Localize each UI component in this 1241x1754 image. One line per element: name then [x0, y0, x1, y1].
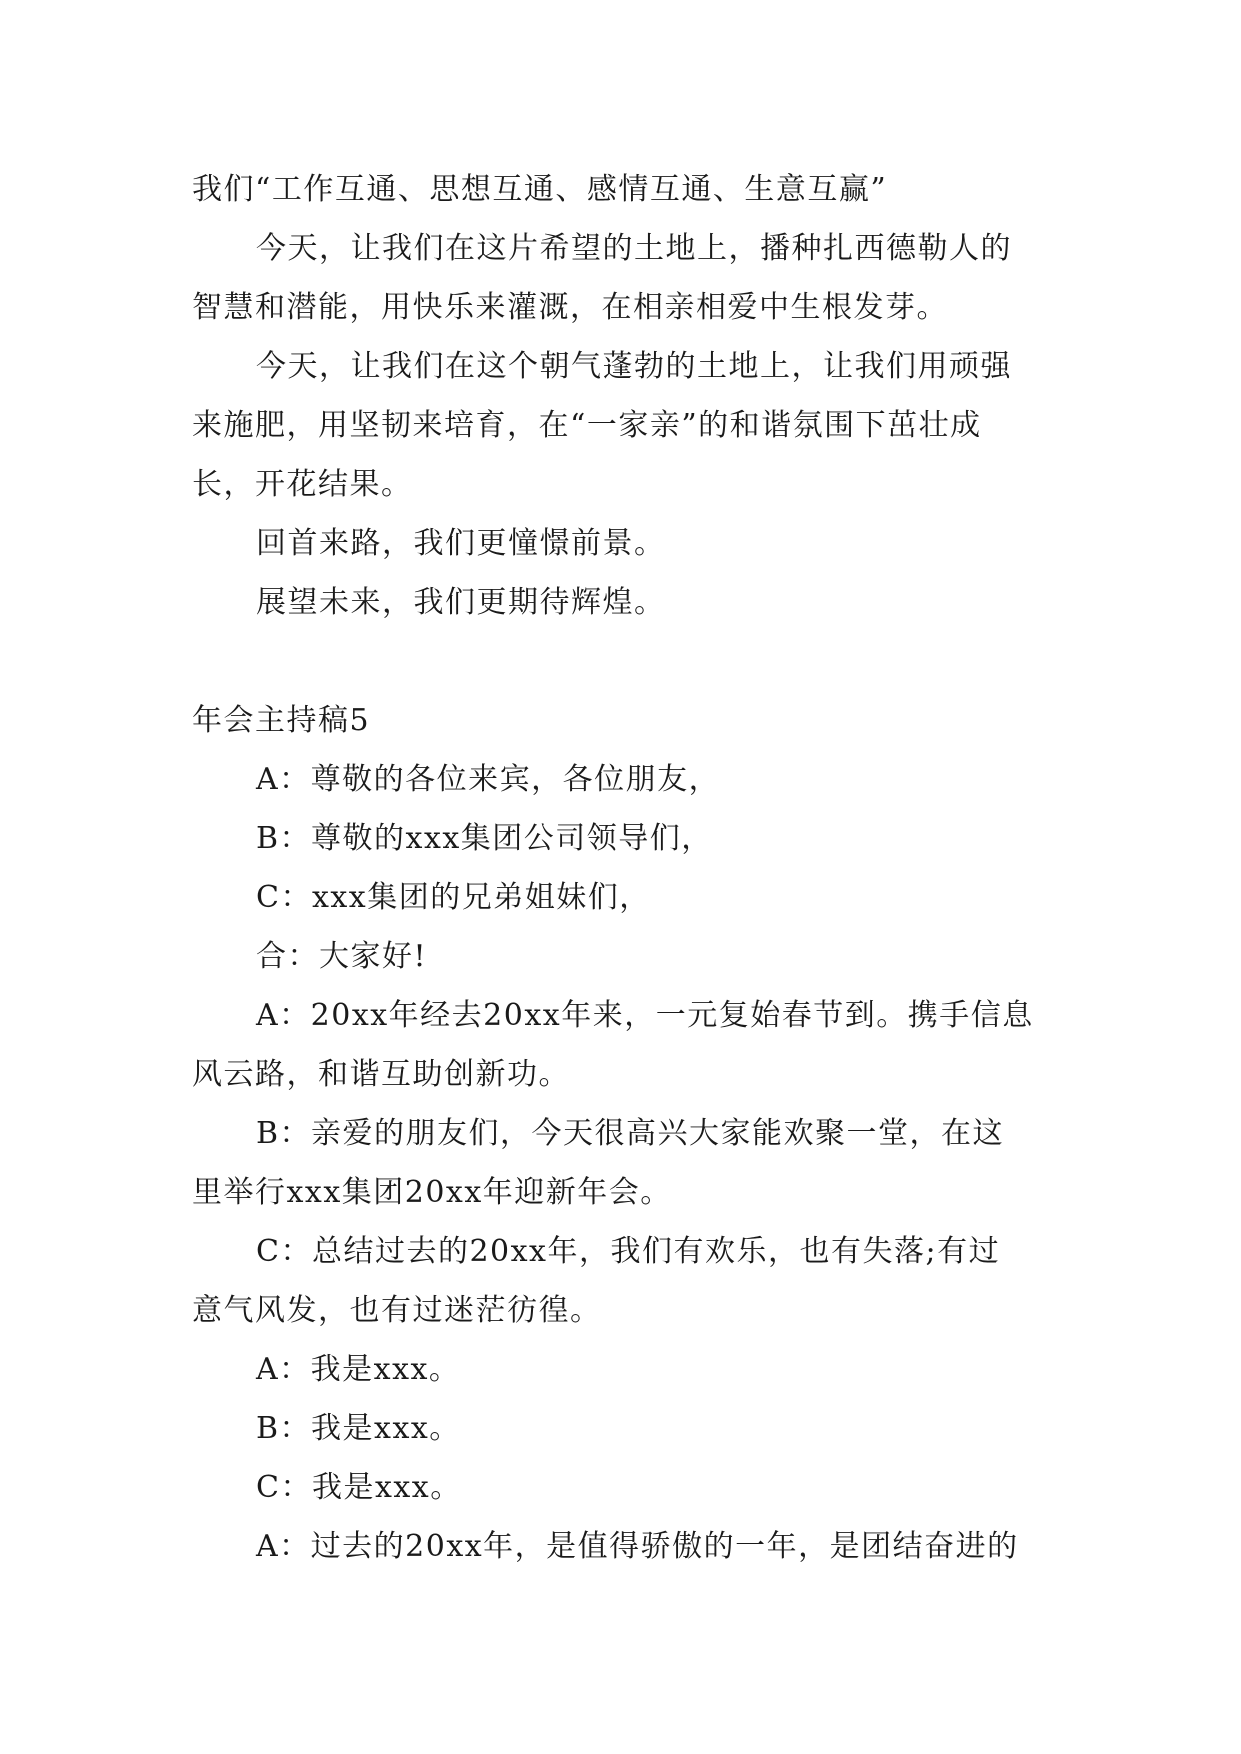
- dialogue-line: B：我是xxx。: [256, 1411, 461, 1446]
- section-spacer: [192, 632, 1062, 691]
- paragraph-line: 今天，让我们在这片希望的土地上，播种扎西德勒人的: [256, 231, 1012, 266]
- paragraph-line: 回首来路，我们更憧憬前景。: [256, 526, 666, 561]
- paragraph-line: 我们“工作互通、思想互通、感情互通、生意互赢”: [192, 172, 888, 207]
- paragraph-line: 展望未来，我们更期待辉煌。: [256, 585, 666, 620]
- dialogue-line: B：尊敬的xxx集团公司领导们，: [256, 821, 713, 856]
- dialogue-line: A：尊敬的各位来宾，各位朋友，: [256, 762, 721, 797]
- dialogue-line: B：亲爱的朋友们，今天很高兴大家能欢聚一堂，在这: [256, 1116, 1005, 1151]
- dialogue-line: A：我是xxx。: [256, 1352, 461, 1387]
- paragraph-line: 今天，让我们在这个朝气蓬勃的土地上，让我们用顽强: [256, 349, 1012, 384]
- dialogue-line: C：我是xxx。: [256, 1470, 462, 1505]
- dialogue-line: 里举行xxx集团20xx年迎新年会。: [192, 1175, 672, 1210]
- dialogue-line: A：20xx年经去20xx年来，一元复始春节到。携手信息: [256, 998, 1034, 1033]
- dialogue-line: 合：大家好!: [256, 939, 428, 974]
- dialogue-line: 风云路，和谐互助创新功。: [192, 1057, 570, 1092]
- paragraph-line: 智慧和潜能，用快乐来灌溉，在相亲相爱中生根发芽。: [192, 290, 948, 325]
- paragraph-line: 长，开花结果。: [192, 467, 413, 502]
- dialogue-line: C：总结过去的20xx年，我们有欢乐，也有失落;有过: [256, 1234, 1001, 1269]
- dialogue-line: C：xxx集团的兄弟姐妹们，: [256, 880, 651, 915]
- section-title: 年会主持稿5: [192, 703, 371, 738]
- dialogue-line: 意气风发，也有过迷茫彷徨。: [192, 1293, 602, 1328]
- paragraph-line: 来施肥，用坚韧来培育，在“一家亲”的和谐氛围下茁壮成: [192, 408, 982, 443]
- document-body: [192, 160, 1062, 1576]
- dialogue-line: A：过去的20xx年，是值得骄傲的一年，是团结奋进的: [256, 1529, 1019, 1564]
